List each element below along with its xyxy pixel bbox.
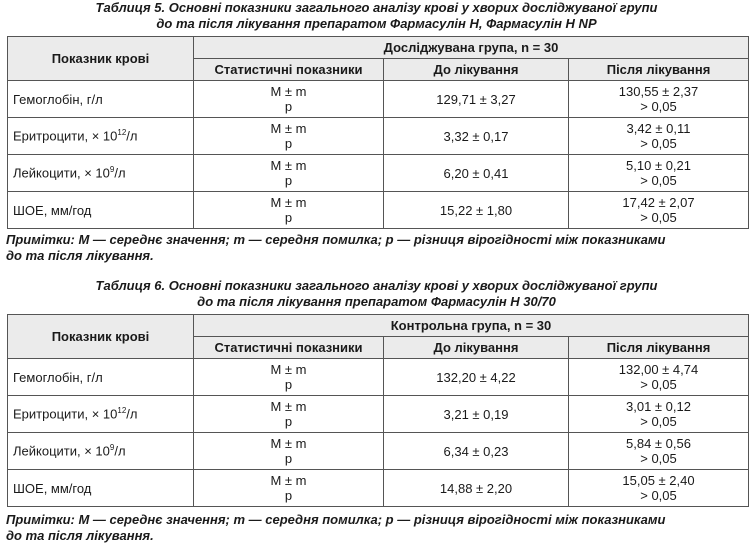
row-label: ШОЕ, мм/год [8, 470, 194, 507]
after-cell: 130,55 ± 2,37 > 0,05 [569, 81, 749, 118]
table-note: Примітки: M — середнє значення; m — середня помилка; p — різниця вірогідності між показниками до та після лікування. [6, 232, 666, 263]
table-row [8, 192, 749, 229]
table-row [8, 359, 749, 396]
stat-cell: M ± m p [194, 118, 384, 155]
header-after: Після лікування [569, 59, 749, 81]
before-cell: 14,88 ± 2,20 [384, 470, 569, 507]
after-cell: 5,10 ± 0,21 > 0,05 [569, 155, 749, 192]
stat-cell: M ± m p [194, 155, 384, 192]
row-label: Лейкоцити, × $10^9/л$ [8, 155, 194, 192]
caption-line: до та після лікування препаратом Фармасулін Н, Фармасулін Н NP [156, 16, 597, 31]
blood-table [7, 36, 749, 229]
row-label: Еритроцити, × $10^{12}/л$ [8, 118, 194, 155]
row-label: Еритроцити, × $10^{12}/л$ [8, 396, 194, 433]
header-before: До лікування [384, 337, 569, 359]
stat-cell: M ± m p [194, 433, 384, 470]
table-row [8, 81, 749, 118]
row-label: Гемоглобін, г/л [8, 359, 194, 396]
stat-cell: M ± m p [194, 192, 384, 229]
stat-cell: M ± m p [194, 81, 384, 118]
before-cell: 6,34 ± 0,23 [384, 433, 569, 470]
table-row [8, 155, 749, 192]
stat-cell: M ± m p [194, 470, 384, 507]
after-cell: 132,00 ± 4,74 > 0,05 [569, 359, 749, 396]
header-before: До лікування [384, 59, 569, 81]
table-caption [0, 0, 753, 32]
table-row [8, 470, 749, 507]
after-cell: 3,42 ± 0,11 > 0,05 [569, 118, 749, 155]
row-label: Гемоглобін, г/л [8, 81, 194, 118]
header-stats: Статистичні показники [194, 337, 384, 359]
table-row [8, 396, 749, 433]
header-after: Після лікування [569, 337, 749, 359]
before-cell: 132,20 ± 4,22 [384, 359, 569, 396]
after-cell: 5,84 ± 0,56 > 0,05 [569, 433, 749, 470]
header-indicator: Показник крові [8, 37, 194, 81]
stat-cell: M ± m p [194, 396, 384, 433]
row-label: Лейкоцити, × $10^9/л$ [8, 433, 194, 470]
before-cell: 6,20 ± 0,41 [384, 155, 569, 192]
before-cell: 129,71 ± 3,27 [384, 81, 569, 118]
header-group: Контрольна група, n = 30 [194, 315, 749, 337]
after-cell: 3,01 ± 0,12 > 0,05 [569, 396, 749, 433]
caption-line: Таблиця 5. Основні показники загального аналізу крові у хворих досліджуваної групи [95, 0, 658, 15]
caption-line: Таблиця 6. Основні показники загального аналізу крові у хворих досліджуваної групи [95, 278, 658, 293]
header-indicator: Показник крові [8, 315, 194, 359]
blood-table [7, 314, 749, 507]
table-caption [0, 278, 753, 310]
before-cell: 3,21 ± 0,19 [384, 396, 569, 433]
row-label: ШОЕ, мм/год [8, 192, 194, 229]
before-cell: 3,32 ± 0,17 [384, 118, 569, 155]
after-cell: 15,05 ± 2,40 > 0,05 [569, 470, 749, 507]
stat-cell: M ± m p [194, 359, 384, 396]
header-group: Досліджувана група, n = 30 [194, 37, 749, 59]
table-row [8, 118, 749, 155]
caption-line: до та після лікування препаратом Фармасулін Н 30/70 [197, 294, 556, 309]
table-note: Примітки: M — середнє значення; m — середня помилка; p — різниця вірогідності між показниками до та після лікування. [6, 512, 666, 543]
before-cell: 15,22 ± 1,80 [384, 192, 569, 229]
header-stats: Статистичні показники [194, 59, 384, 81]
table-row [8, 433, 749, 470]
after-cell: 17,42 ± 2,07 > 0,05 [569, 192, 749, 229]
